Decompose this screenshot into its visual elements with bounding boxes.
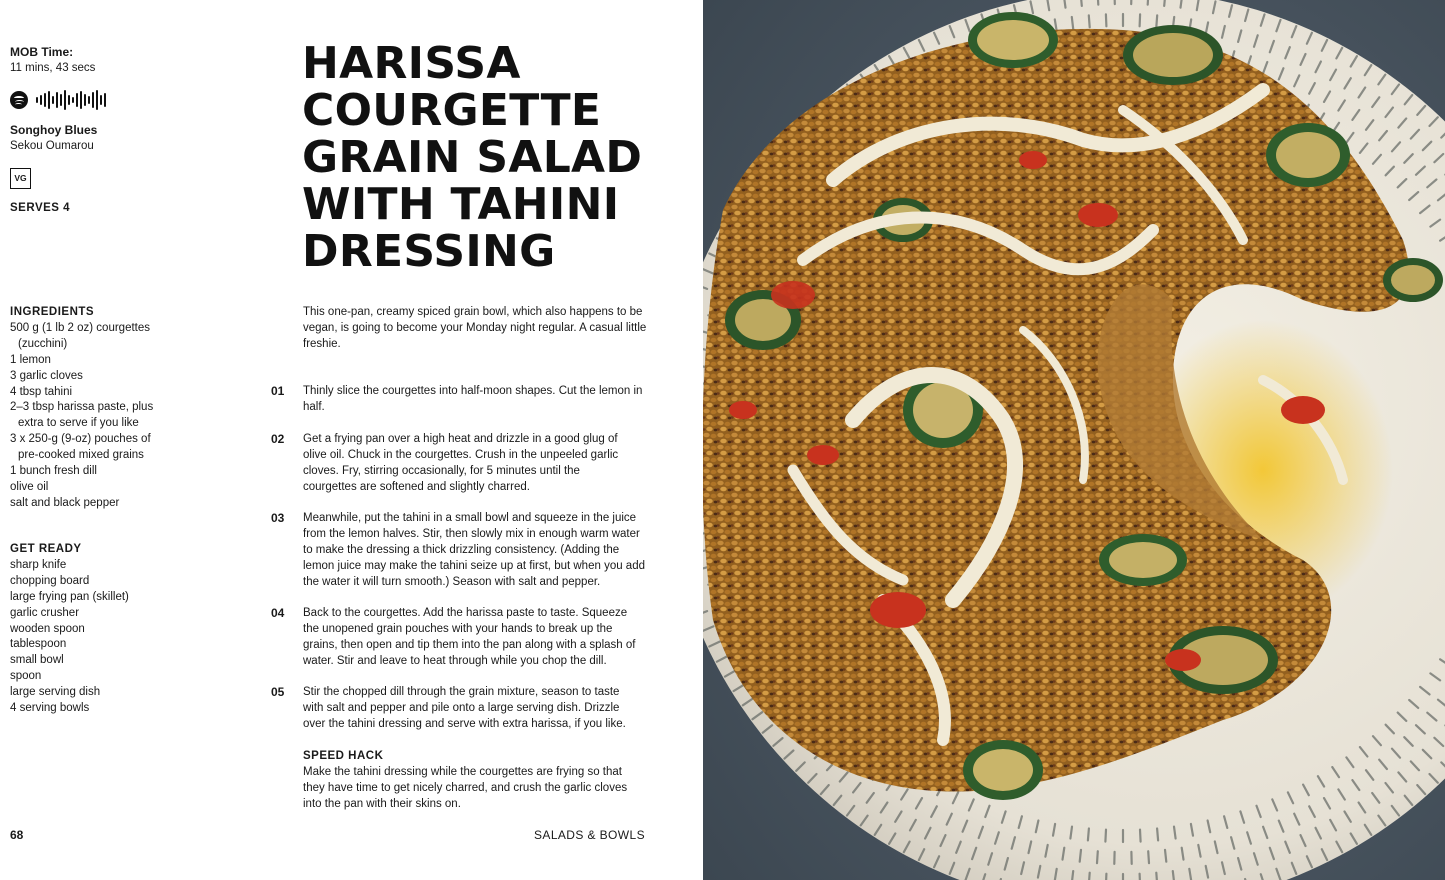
spotify-code-bar (84, 94, 86, 106)
equipment-item: large serving dish (10, 686, 101, 699)
equipment-item: tablespoon (10, 638, 67, 651)
spotify-code-bar (64, 90, 66, 110)
recipe-title: HARISSA COURGETTE GRAIN SALAD WITH TAHINI DRESSING (302, 38, 643, 277)
ingredient-item: salt and black pepper (10, 496, 120, 509)
song-artist: Sekou Oumarou (10, 140, 94, 152)
plate-dash (1157, 829, 1158, 841)
ingredient-item: 4 tbsp tahini (10, 385, 73, 398)
vegan-badge: VG (10, 168, 31, 189)
step-number: 02 (271, 432, 285, 446)
plate-dash (1140, 14, 1141, 26)
mob-time-label: MOB Time: (10, 45, 74, 59)
spotify-code-bar (76, 93, 78, 107)
equipment-item: large frying pan (skillet) (10, 590, 129, 603)
spotify-code-bar (44, 93, 46, 107)
plate-dash (1089, 15, 1090, 27)
ingredients-list (10, 321, 250, 512)
spotify-code-bar (92, 92, 94, 108)
spotify-code-bar (88, 96, 90, 104)
plate-dash (1156, 873, 1157, 880)
ingredient-item: 2–3 tbsp harissa paste, plus extra to serve if you like (10, 401, 154, 430)
recipe-meta-sidebar (10, 44, 210, 216)
speed-hack (303, 749, 648, 813)
ingredients-section (10, 305, 250, 512)
equipment-item: chopping board (10, 574, 90, 587)
spotify-code-bar (72, 97, 74, 103)
plate-dash (1106, 874, 1107, 880)
plate-dash (1140, 830, 1141, 842)
ingredient-item: 1 lemon (10, 353, 51, 366)
dish-photo-illustration (703, 0, 1445, 880)
get-ready-heading: GET READY (10, 543, 82, 555)
equipment-item: 4 serving bowls (10, 702, 90, 715)
step-number: 03 (271, 511, 285, 525)
plate-dash (1098, 0, 1099, 5)
plate-dash (1080, 850, 1081, 862)
spotify-code-bar (80, 91, 82, 109)
plate-dash (1081, 0, 1082, 6)
ingredient-item: 3 x 250-g (9-oz) pouches of pre-cooked mixed grains (10, 433, 151, 462)
equipment-item: spoon (10, 670, 42, 683)
serves-label: SERVES 4 (10, 202, 71, 214)
spotify-code-bar (36, 97, 38, 103)
plate-dash (1106, 14, 1107, 26)
spotify-code-bar (96, 90, 98, 110)
step-text: Stir the chopped dill through the grain mixture, season to taste with salt and pepper and pile onto a large serving dish. Drizzle over the tahini dressing and serve with extra harissa, if you like. (303, 686, 626, 730)
step-text: Back to the courgettes. Add the harissa paste to taste. Squeeze the unopened grain pouches with your hands to break up the grains, then open and tip them into the pan along with a splash of water. Stir and leave to heat through while you chop the dill. (303, 607, 636, 667)
speed-hack-title: SPEED HACK (303, 750, 384, 762)
step-number: 05 (271, 685, 285, 699)
plate-dash (1156, 15, 1157, 27)
step-text: Get a frying pan over a high heat and drizzle in a good glug of olive oil. Chuck in the courgettes. Crush in the unpeeled garlic cloves. Fry, stirring occasionally, for 5 minutes until the courgettes are softened and slightly charred. (303, 433, 619, 493)
plate-dash (1072, 17, 1073, 29)
page-number: 68 (10, 828, 24, 842)
step-number: 01 (271, 384, 285, 398)
equipment-item: sharp knife (10, 558, 67, 571)
equipment-list (10, 558, 250, 717)
plate-dash (1088, 829, 1089, 841)
ingredient-item: 3 garlic cloves (10, 369, 83, 382)
ingredient-item: 500 g (1 lb 2 oz) courgettes (zucchini) (10, 321, 150, 350)
plate-dash (1148, 0, 1149, 5)
song-title: Songhoy Blues (10, 123, 98, 137)
spotify-code-bar (48, 91, 50, 109)
left-page (0, 0, 703, 880)
spotify-icon (10, 91, 28, 109)
plate-dash (1072, 871, 1073, 880)
spotify-code-bar (60, 94, 62, 106)
equipment-item: garlic crusher (10, 606, 80, 619)
plate-dash (1089, 873, 1090, 880)
spotify-code-bar (40, 95, 42, 105)
get-ready-section (10, 542, 250, 717)
mob-time-value: 11 mins, 43 secs (10, 62, 96, 74)
plate-dash (1097, 851, 1098, 863)
plate-dash (1140, 874, 1141, 880)
plate-dash (1105, 830, 1106, 842)
equipment-item: small bowl (10, 654, 64, 667)
section-name: SALADS & BOWLS (534, 828, 645, 842)
spotify-code-bar (104, 93, 106, 107)
spotify-code[interactable] (10, 90, 210, 110)
speed-hack-text: Make the tahini dressing while the courgettes are frying so that they have time to get nicely charred, and crush the garlic cloves into the pan with their skins on. (303, 765, 628, 810)
plate-dash (1173, 871, 1174, 880)
spotify-code-bar (68, 95, 70, 105)
step-number: 04 (271, 606, 285, 620)
spotify-code-bar (56, 92, 58, 108)
ingredients-heading: INGREDIENTS (10, 306, 95, 318)
ingredient-item: olive oil (10, 480, 49, 493)
spotify-code-bars (36, 90, 106, 110)
plate-dash (1148, 851, 1149, 863)
step-text: Thinly slice the courgettes into half-moon shapes. Cut the lemon in half. (303, 385, 643, 413)
recipe-intro: This one-pan, creamy spiced grain bowl, which also happens to be vegan, is going to become your Monday night regular. A casual little freshie. (303, 306, 647, 350)
ingredient-item: 1 bunch fresh dill (10, 465, 97, 478)
step-text: Meanwhile, put the tahini in a small bowl and squeeze in the juice from the lemon halves. Stir, then slowly mix in enough warm water to make the dressing a thick drizzling consistency. (Adding the lemon juice may make the tahini seize up at first, but when you add the water it will turn smooth.) Season with salt and pepper. (303, 512, 645, 588)
equipment-item: wooden spoon (10, 622, 85, 635)
plate-dash (1165, 850, 1166, 862)
spotify-code-bar (100, 95, 102, 105)
spotify-code-bar (52, 96, 54, 104)
plate-dash (1164, 0, 1165, 6)
dish-photo (703, 0, 1445, 880)
